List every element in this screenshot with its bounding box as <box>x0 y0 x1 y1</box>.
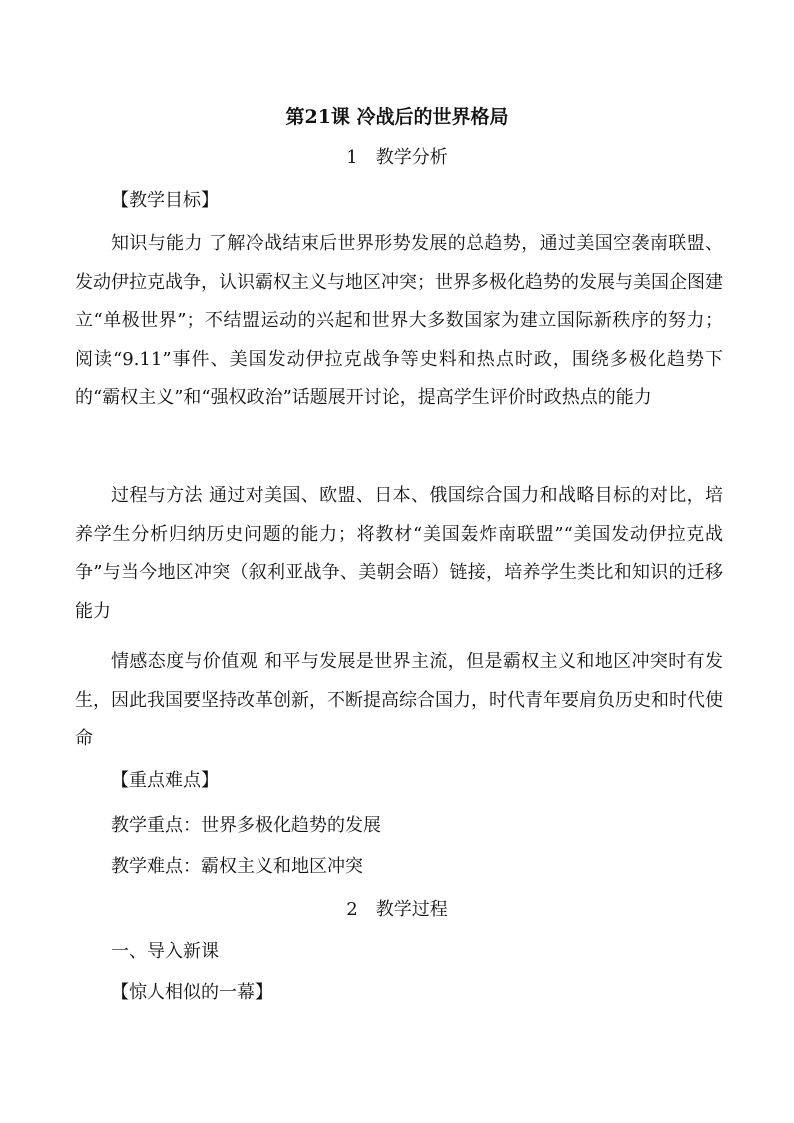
intro-sub-heading: 【惊人相似的一幕】 <box>111 982 273 1003</box>
difficult-point-text: 教学难点：霸权主义和地区冲突 <box>111 856 363 877</box>
paragraph-process-method: 过程与方法 通过对美国、欧盟、日本、俄国综合国力和战略目标的对比，培养学生分析归纳历史问题的能力；将教材“美国轰炸南联盟”“美国发动伊拉克战争”与当今地区冲突（叙利亚战争、美朝会晤）链接，培养学生类比和知识的迁移能力 <box>75 485 723 622</box>
lesson-title: 第21课 冷战后的世界格局 <box>285 106 509 128</box>
key-points-heading: 【重点难点】 <box>111 770 219 791</box>
paragraph-attitude-values: 情感态度与价值观 和平与发展是世界主流，但是霸权主义和地区冲突时有发生，因此我国要坚持改革创新，不断提高综合国力，时代青年要肩负历史和时代使命 <box>75 651 723 749</box>
intro-heading: 一、导入新课 <box>111 941 219 962</box>
key-point-text: 教学重点：世界多极化趋势的发展 <box>111 815 381 836</box>
section-heading-teaching-analysis: 1 教学分析 <box>346 147 448 168</box>
paragraph-knowledge-ability: 知识与能力 了解冷战结束后世界形势发展的总趋势，通过美国空袭南联盟、发动伊拉克战争，认识霸权主义与地区冲突；世界多极化趋势的发展与美国企图建立“单极世界”；不结盟运动的兴起和世界大多数国家为建立国际新秩序的努力；阅读“9.11”事件、美国发动伊拉克战争等史料和热点时政，围绕多极化趋势下的“霸权主义”和“强权政治”话题展开讨论，提高学生评价时政热点的能力 <box>75 233 723 408</box>
section-heading-teaching-process: 2 教学过程 <box>346 899 448 920</box>
objectives-heading: 【教学目标】 <box>111 190 219 211</box>
